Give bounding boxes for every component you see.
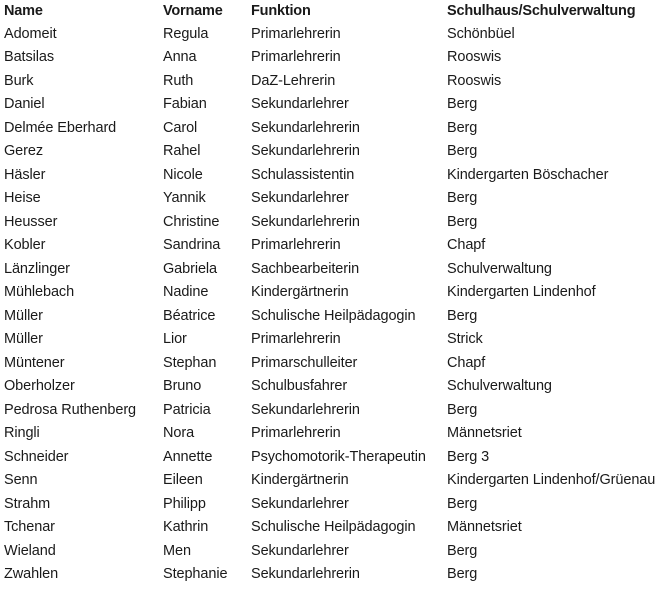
cell-schulhaus: Rooswis [447, 49, 502, 66]
cell-schulhaus: Kindergarten Lindenhof/Grüenau [447, 472, 656, 489]
cell-name: Ringli [4, 425, 40, 442]
cell-funktion: DaZ-Lehrerin [251, 72, 336, 89]
cell-vorname: Stephanie [163, 566, 228, 583]
cell-funktion: Schulassistentin [251, 166, 355, 183]
table-row [4, 210, 658, 234]
cell-name: Batsilas [4, 49, 54, 66]
table-row [4, 516, 658, 540]
cell-name: Müntener [4, 354, 65, 371]
cell-vorname: Regula [163, 25, 209, 42]
table-row [4, 351, 658, 375]
cell-name: Häsler [4, 166, 46, 183]
cell-name: Delmée Eberhard [4, 119, 117, 136]
cell-schulhaus: Chapf [447, 354, 486, 371]
table-row [4, 375, 658, 399]
cell-vorname: Nicole [163, 166, 203, 183]
cell-vorname: Christine [163, 213, 220, 230]
cell-funktion: Primarlehrerin [251, 237, 341, 254]
cell-name: Pedrosa Ruthenberg [4, 401, 137, 418]
cell-funktion: Kindergärtnerin [251, 472, 349, 489]
cell-schulhaus: Schulverwaltung [447, 260, 552, 277]
cell-funktion: Sekundarlehrer [251, 190, 349, 207]
table-row [4, 398, 658, 422]
cell-funktion: Kindergärtnerin [251, 284, 349, 301]
cell-funktion: Psychomotorik-Therapeutin [251, 448, 426, 465]
cell-name: Wieland [4, 542, 56, 559]
cell-name: Heise [4, 190, 41, 207]
table-row [4, 328, 658, 352]
cell-schulhaus: Berg [447, 143, 478, 160]
cell-name: Schneider [4, 448, 69, 465]
cell-schulhaus: Kindergarten Lindenhof [447, 284, 596, 301]
cell-schulhaus: Berg [447, 495, 478, 512]
cell-schulhaus: Berg [447, 119, 478, 136]
table-row [4, 563, 658, 587]
cell-name: Tchenar [4, 519, 55, 536]
table-row [4, 257, 658, 281]
cell-vorname: Stephan [163, 354, 217, 371]
cell-vorname: Nadine [163, 284, 209, 301]
table-row [4, 234, 658, 258]
cell-schulhaus: Berg [447, 566, 478, 583]
table-row [4, 539, 658, 563]
cell-funktion: Primarlehrerin [251, 331, 341, 348]
cell-schulhaus: Berg 3 [447, 448, 490, 465]
cell-name: Oberholzer [4, 378, 75, 395]
cell-schulhaus: Männetsriet [447, 425, 522, 442]
cell-funktion: Primarlehrerin [251, 425, 341, 442]
cell-name: Daniel [4, 96, 45, 113]
cell-schulhaus: Berg [447, 307, 478, 324]
table-row [4, 492, 658, 516]
cell-name: Kobler [4, 237, 46, 254]
cell-vorname: Lior [163, 331, 187, 348]
cell-schulhaus: Schulverwaltung [447, 378, 552, 395]
table-row [4, 187, 658, 211]
table-row [4, 22, 658, 46]
table-row [4, 46, 658, 70]
cell-funktion: Schulbusfahrer [251, 378, 348, 395]
staff-table [4, 0, 658, 586]
cell-vorname: Ruth [163, 72, 194, 89]
cell-name: Gerez [4, 143, 43, 160]
cell-schulhaus: Berg [447, 96, 478, 113]
cell-funktion: Sekundarlehrerin [251, 143, 360, 160]
cell-funktion: Schulische Heilpädagogin [251, 307, 416, 324]
cell-vorname: Anna [163, 49, 197, 66]
cell-vorname: Carol [163, 119, 198, 136]
cell-vorname: Fabian [163, 96, 207, 113]
table-row [4, 93, 658, 117]
cell-funktion: Sekundarlehrerin [251, 213, 360, 230]
cell-funktion: Primarschulleiter [251, 354, 358, 371]
cell-funktion: Sekundarlehrerin [251, 119, 360, 136]
cell-vorname: Annette [163, 448, 213, 465]
cell-vorname: Patricia [163, 401, 211, 418]
cell-name: Müller [4, 331, 43, 348]
cell-schulhaus: Schönbüel [447, 25, 515, 42]
cell-schulhaus: Chapf [447, 237, 486, 254]
cell-schulhaus: Berg [447, 401, 478, 418]
cell-name: Zwahlen [4, 566, 59, 583]
cell-vorname: Yannik [163, 190, 206, 207]
cell-vorname: Béatrice [163, 307, 216, 324]
cell-vorname: Men [163, 542, 191, 559]
cell-vorname: Bruno [163, 378, 202, 395]
table-body [4, 22, 658, 586]
cell-schulhaus: Berg [447, 190, 478, 207]
cell-vorname: Philipp [163, 495, 206, 512]
cell-funktion: Sachbearbeiterin [251, 260, 360, 277]
cell-schulhaus: Kindergarten Böschacher [447, 166, 609, 183]
cell-name: Müller [4, 307, 43, 324]
header-name: Name [4, 3, 43, 19]
cell-name: Mühlebach [4, 284, 75, 301]
cell-vorname: Sandrina [163, 237, 221, 254]
cell-vorname: Rahel [163, 143, 201, 160]
table-row [4, 140, 658, 164]
cell-name: Heusser [4, 213, 58, 230]
cell-schulhaus: Berg [447, 213, 478, 230]
cell-schulhaus: Strick [447, 331, 483, 348]
table-row [4, 445, 658, 469]
cell-name: Strahm [4, 495, 51, 512]
cell-funktion: Sekundarlehrerin [251, 401, 360, 418]
cell-schulhaus: Berg [447, 542, 478, 559]
header-row [4, 0, 658, 22]
table-row [4, 304, 658, 328]
cell-funktion: Sekundarlehrerin [251, 566, 360, 583]
cell-vorname: Eileen [163, 472, 203, 489]
cell-schulhaus: Männetsriet [447, 519, 522, 536]
header-schulhaus: Schulhaus/Schulverwaltung [447, 3, 636, 19]
table-row [4, 163, 658, 187]
cell-funktion: Sekundarlehrer [251, 495, 349, 512]
cell-schulhaus: Rooswis [447, 72, 502, 89]
cell-funktion: Primarlehrerin [251, 49, 341, 66]
cell-funktion: Sekundarlehrer [251, 96, 349, 113]
table-row [4, 116, 658, 140]
cell-vorname: Gabriela [163, 260, 218, 277]
table-row [4, 69, 658, 93]
cell-name: Senn [4, 472, 38, 489]
cell-funktion: Schulische Heilpädagogin [251, 519, 416, 536]
table-row [4, 469, 658, 493]
cell-funktion: Primarlehrerin [251, 25, 341, 42]
header-funktion: Funktion [251, 3, 311, 19]
cell-name: Adomeit [4, 25, 57, 42]
header-vorname: Vorname [163, 3, 223, 19]
table-row [4, 422, 658, 446]
cell-name: Burk [4, 72, 34, 89]
cell-funktion: Sekundarlehrer [251, 542, 349, 559]
table-row [4, 281, 658, 305]
cell-vorname: Kathrin [163, 519, 209, 536]
cell-vorname: Nora [163, 425, 195, 442]
cell-name: Länzlinger [4, 260, 70, 277]
table-header [4, 0, 658, 22]
